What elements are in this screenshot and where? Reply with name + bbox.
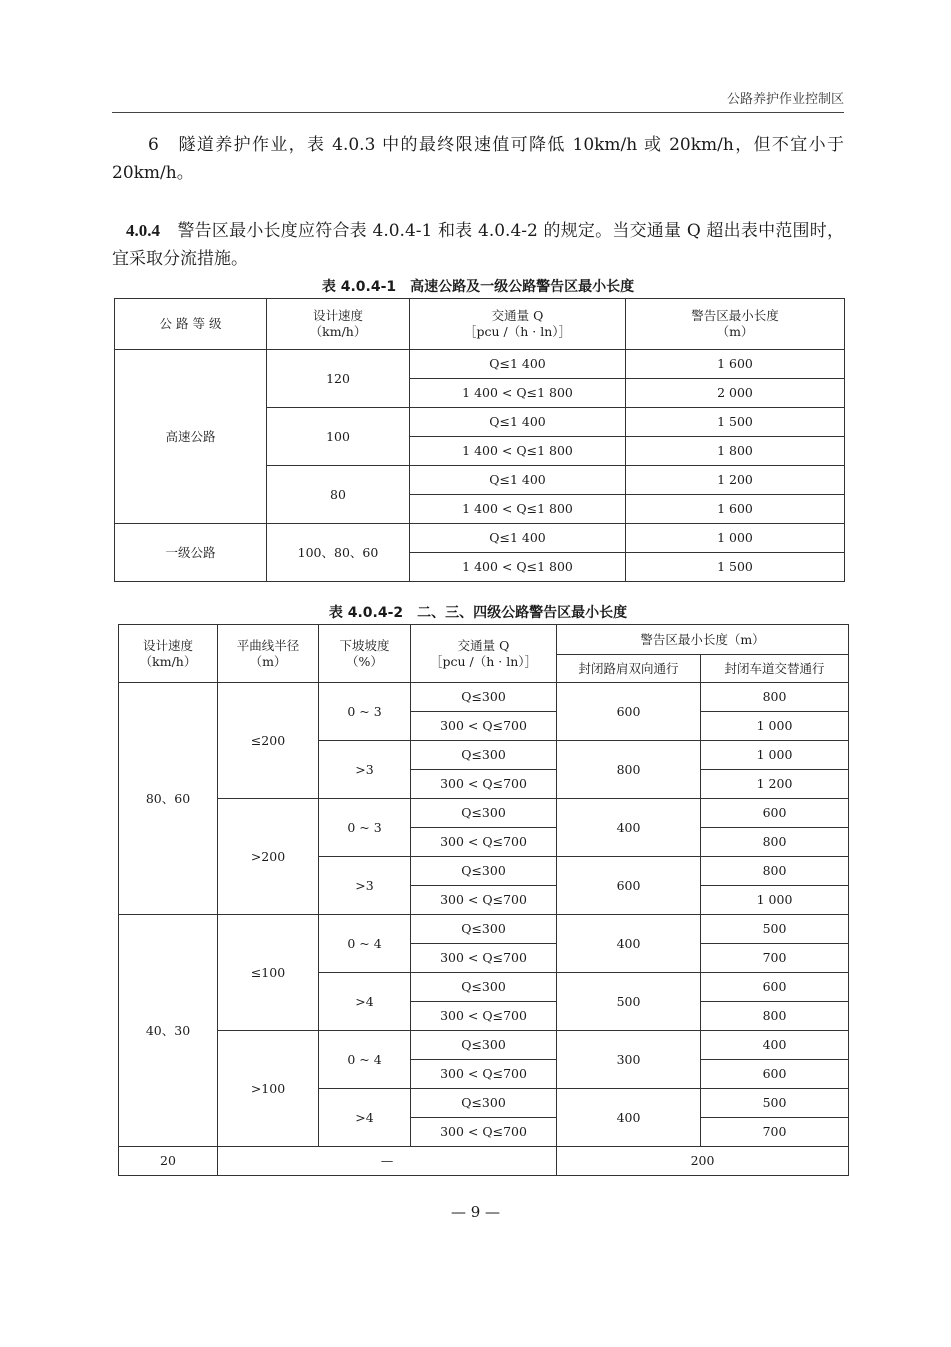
- volume-cell: Q≤300: [411, 683, 557, 712]
- length-cell: 1 800: [626, 437, 845, 466]
- lane-cell: 600: [701, 799, 849, 828]
- volume-cell: Q≤300: [411, 1031, 557, 1060]
- lane-cell: 400: [701, 1031, 849, 1060]
- paragraph-4-0-4: [112, 217, 844, 273]
- volume-cell: Q≤300: [411, 915, 557, 944]
- page-number: — 9 —: [450, 1203, 501, 1221]
- slope-cell: >3: [319, 741, 411, 799]
- lane-cell: 700: [701, 1118, 849, 1147]
- lane-cell: 500: [701, 915, 849, 944]
- radius-cell: >100: [218, 1031, 319, 1147]
- table-row: [115, 524, 845, 553]
- slope-cell: 0 ~ 3: [319, 683, 411, 741]
- header-slope: 下坡坡度 （%）: [319, 625, 411, 683]
- lane-cell: 600: [701, 973, 849, 1002]
- volume-cell: 300 < Q≤700: [411, 1118, 557, 1147]
- table-header-row: [119, 625, 849, 655]
- volume-cell: Q≤300: [411, 1089, 557, 1118]
- volume-cell: 300 < Q≤700: [411, 712, 557, 741]
- volume-cell: Q≤1 400: [410, 466, 626, 495]
- lane-cell: 1 200: [701, 770, 849, 799]
- length-cell: 2 000: [626, 379, 845, 408]
- volume-cell: 300 < Q≤700: [411, 1002, 557, 1031]
- lane-cell: 1 000: [701, 741, 849, 770]
- table-row: [119, 799, 849, 828]
- length-cell: 200: [557, 1147, 849, 1176]
- table-row: [119, 683, 849, 712]
- clause-number: 4.0.4: [126, 221, 160, 240]
- slope-cell: 0 ~ 4: [319, 915, 411, 973]
- grade-cell: 一级公路: [115, 524, 267, 582]
- shoulder-cell: 500: [557, 973, 701, 1031]
- volume-cell: 300 < Q≤700: [411, 1060, 557, 1089]
- header-volume: 交通量 Q ［pcu /（h · ln）］: [411, 625, 557, 683]
- lane-cell: 800: [701, 857, 849, 886]
- slope-cell: 0 ~ 3: [319, 799, 411, 857]
- length-cell: 1 600: [626, 495, 845, 524]
- lane-cell: 800: [701, 1002, 849, 1031]
- table-row: [119, 1031, 849, 1060]
- volume-cell: 300 < Q≤700: [411, 886, 557, 915]
- volume-cell: 300 < Q≤700: [411, 770, 557, 799]
- lane-cell: 800: [701, 683, 849, 712]
- length-cell: 1 000: [626, 524, 845, 553]
- speed-cell: 100: [267, 408, 410, 466]
- radius-cell: ≤100: [218, 915, 319, 1031]
- volume-cell: Q≤1 400: [410, 524, 626, 553]
- length-cell: 1 600: [626, 350, 845, 379]
- length-cell: 1 200: [626, 466, 845, 495]
- lane-cell: 1 000: [701, 712, 849, 741]
- running-header: [112, 88, 844, 113]
- shoulder-cell: 400: [557, 1089, 701, 1147]
- section-title: 公路养护作业控制区: [726, 92, 844, 107]
- shoulder-cell: 300: [557, 1031, 701, 1089]
- length-cell: 1 500: [626, 553, 845, 582]
- table-secondary-roads-warning-zone: [118, 624, 849, 1176]
- volume-cell: Q≤300: [411, 973, 557, 1002]
- volume-cell: Q≤1 400: [410, 350, 626, 379]
- volume-cell: 300 < Q≤700: [411, 828, 557, 857]
- slope-cell: >3: [319, 857, 411, 915]
- volume-cell: 1 400 < Q≤1 800: [410, 379, 626, 408]
- header-volume: 交通量 Q ［pcu /（h · ln）］: [410, 299, 626, 350]
- header-length: 警告区最小长度 （m）: [626, 299, 845, 350]
- header-closed-lane: 封闭车道交替通行: [701, 655, 849, 683]
- table-expressway-warning-zone: [114, 298, 845, 582]
- volume-cell: 1 400 < Q≤1 800: [410, 553, 626, 582]
- volume-cell: 1 400 < Q≤1 800: [410, 495, 626, 524]
- radius-cell: >200: [218, 799, 319, 915]
- clause-text: 警告区最小长度应符合表 4.0.4-1 和表 4.0.4-2 的规定。当交通量 Q 超出表中范围时，宜采取分流措施。: [112, 221, 844, 269]
- dash-cell: —: [218, 1147, 557, 1176]
- volume-cell: 1 400 < Q≤1 800: [410, 437, 626, 466]
- shoulder-cell: 400: [557, 799, 701, 857]
- table-row: [119, 915, 849, 944]
- header-length: 警告区最小长度（m）: [557, 625, 849, 655]
- slope-cell: >4: [319, 1089, 411, 1147]
- speed-cell: 80: [267, 466, 410, 524]
- header-radius: 平曲线半径 （m）: [218, 625, 319, 683]
- speed-cell: 120: [267, 350, 410, 408]
- lane-cell: 700: [701, 944, 849, 973]
- table2-caption: 表 4.0.4-2 二、三、四级公路警告区最小长度: [328, 605, 628, 621]
- table-row: [119, 1147, 849, 1176]
- volume-cell: Q≤300: [411, 799, 557, 828]
- shoulder-cell: 800: [557, 741, 701, 799]
- table-header-row: [115, 299, 845, 350]
- speed-cell: 40、30: [119, 915, 218, 1147]
- table-row: [115, 350, 845, 379]
- shoulder-cell: 600: [557, 857, 701, 915]
- paragraph-tunnel-note: 6 隧道养护作业，表 4.0.3 中的最终限速值可降低 10km/h 或 20km/h，但不宜小于 20km/h。: [112, 135, 844, 183]
- volume-cell: Q≤1 400: [410, 408, 626, 437]
- length-cell: 1 500: [626, 408, 845, 437]
- volume-cell: Q≤300: [411, 857, 557, 886]
- speed-cell: 100、80、60: [267, 524, 410, 582]
- header-closed-shoulder: 封闭路肩双向通行: [557, 655, 701, 683]
- header-speed: 设计速度 （km/h）: [267, 299, 410, 350]
- table1-caption: 表 4.0.4-1 高速公路及一级公路警告区最小长度: [321, 279, 635, 295]
- header-grade: 公 路 等 级: [115, 299, 267, 350]
- volume-cell: Q≤300: [411, 741, 557, 770]
- volume-cell: 300 < Q≤700: [411, 944, 557, 973]
- speed-cell: 80、60: [119, 683, 218, 915]
- shoulder-cell: 600: [557, 683, 701, 741]
- header-speed: 设计速度 （km/h）: [119, 625, 218, 683]
- grade-cell: 高速公路: [115, 350, 267, 524]
- lane-cell: 500: [701, 1089, 849, 1118]
- slope-cell: 0 ~ 4: [319, 1031, 411, 1089]
- lane-cell: 600: [701, 1060, 849, 1089]
- slope-cell: >4: [319, 973, 411, 1031]
- shoulder-cell: 400: [557, 915, 701, 973]
- speed-cell: 20: [119, 1147, 218, 1176]
- lane-cell: 800: [701, 828, 849, 857]
- radius-cell: ≤200: [218, 683, 319, 799]
- lane-cell: 1 000: [701, 886, 849, 915]
